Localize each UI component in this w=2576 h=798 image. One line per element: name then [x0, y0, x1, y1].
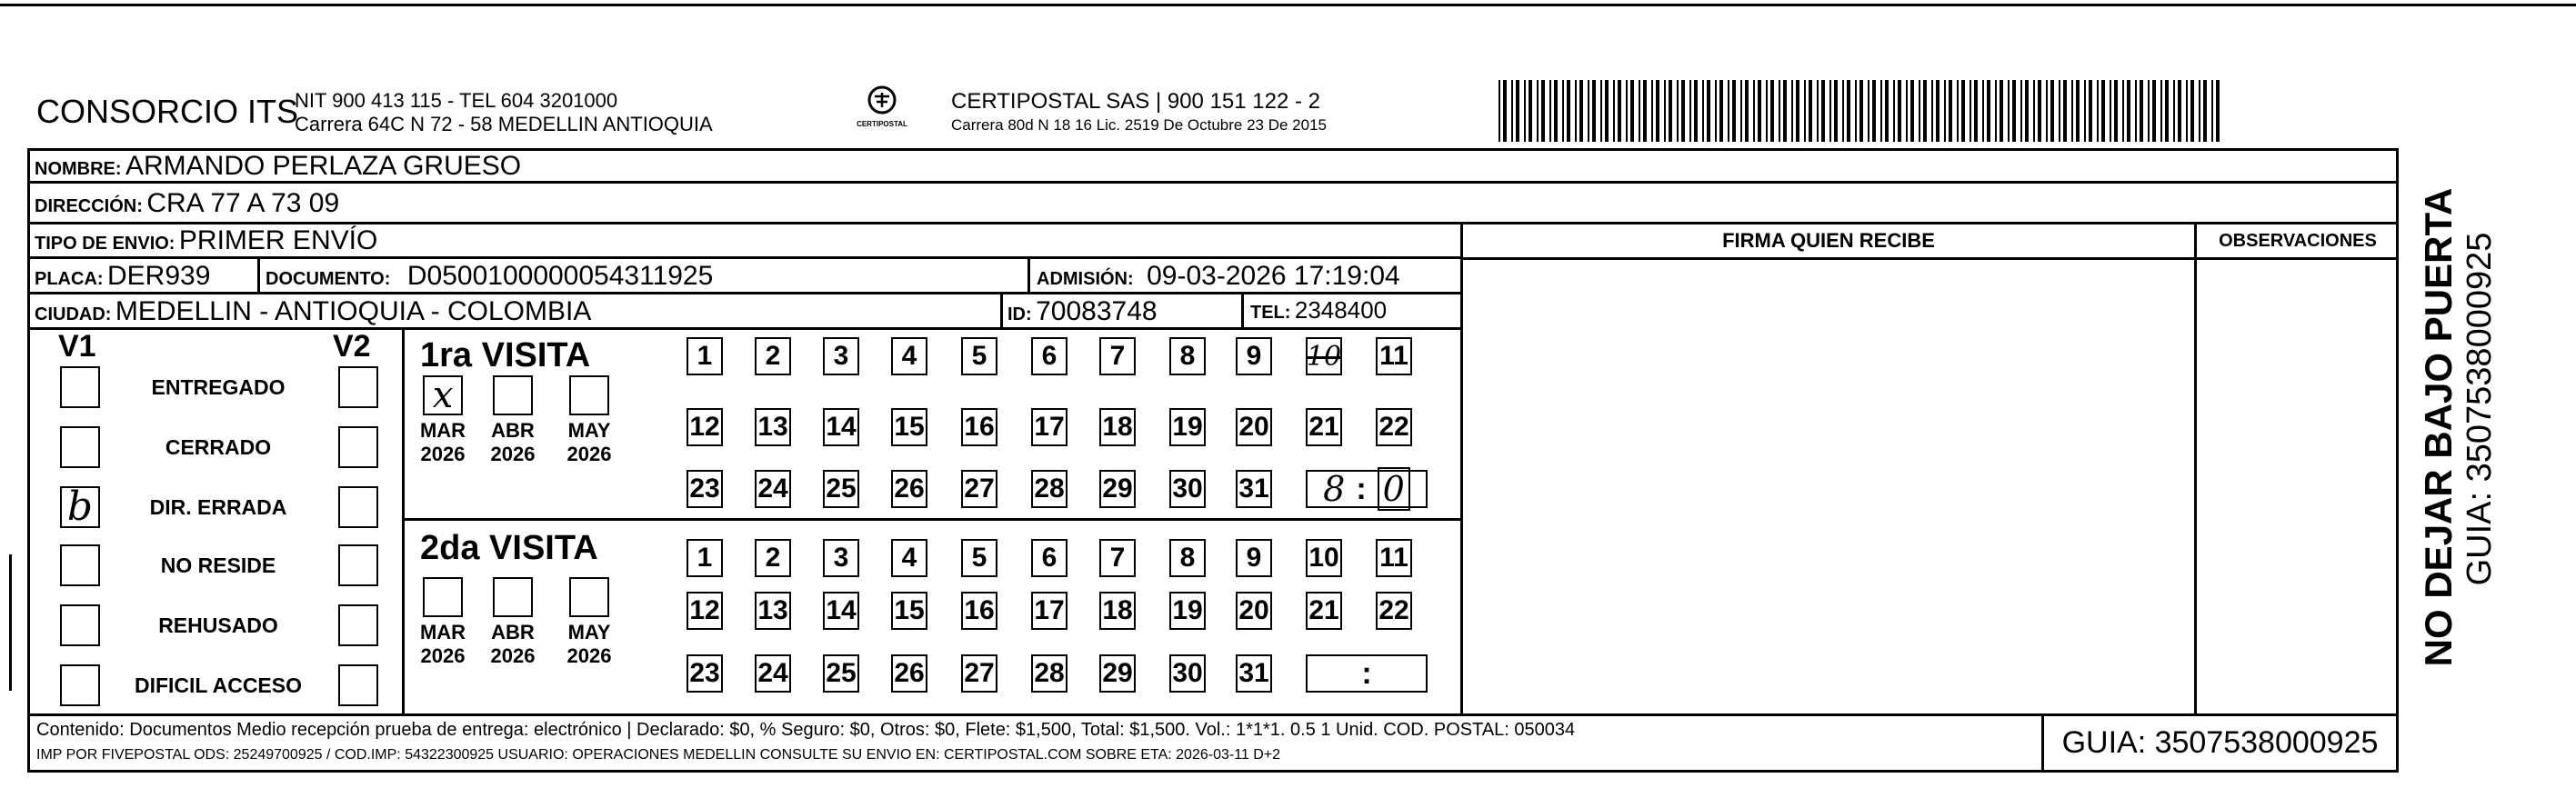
visit2-year-label: 2026 [490, 644, 536, 667]
visit2-day-box[interactable]: 17 [1031, 592, 1067, 630]
tel-value: 2348400 [1294, 296, 1388, 324]
visit1-day-box[interactable]: 23 [687, 470, 723, 508]
visit2-year-label: 2026 [566, 644, 612, 667]
visit1-day-box[interactable]: 29 [1099, 470, 1136, 508]
row-divider [27, 327, 1462, 330]
status-option-label: REHUSADO [158, 613, 278, 637]
visit2-day-box[interactable]: 24 [755, 654, 791, 693]
visit1-month-label: ABR [491, 419, 535, 442]
visit2-day-box[interactable]: 23 [687, 654, 723, 693]
visit2-day-box[interactable]: 27 [961, 654, 997, 693]
time-separator: : [1356, 471, 1367, 506]
visit2-month-label: MAR [419, 621, 466, 643]
v1-checkbox[interactable] [60, 486, 100, 528]
logo-caption: CERTIPOSTAL [857, 120, 907, 128]
address-value: CRA 77 A 73 09 [146, 188, 340, 218]
footer-contents: Contenido: Documentos Medio recepción prueba de entrega: electrónico | Declarado: $0, % Seguro: $0, Otros: $0, Flete: $1,500, Total: $1,500. Vol.: 1*1*1. 0.5 1 Unid. COD. POSTAL: 050034 [36, 720, 1576, 740]
col-divider [402, 327, 405, 715]
admission-field [1037, 261, 1400, 292]
visit2-day-box[interactable]: 11 [1376, 539, 1412, 577]
status-option-label: DIFICIL ACCESO [134, 673, 302, 697]
visit1-month-label: MAY [567, 419, 611, 442]
visit2-day-box[interactable]: 12 [687, 592, 723, 630]
visit2-day-box[interactable]: 25 [823, 654, 859, 693]
visit1-day-box[interactable]: 19 [1169, 408, 1206, 446]
col-divider [1241, 292, 1244, 328]
visit1-day-box[interactable]: 2 [755, 337, 791, 375]
visit1-month-checkbox[interactable] [423, 375, 463, 415]
visit1-month-checkbox[interactable] [569, 375, 609, 415]
col-divider [257, 256, 260, 293]
admission-value: 09-03-2026 17:19:04 [1147, 261, 1400, 291]
visit1-day-box[interactable]: 21 [1306, 408, 1342, 446]
side-text-block [2410, 173, 2573, 691]
visit2-title: 2da VISITA [420, 529, 598, 567]
company-address: Carrera 64C N 72 - 58 MEDELLIN ANTIOQUIA [295, 113, 713, 135]
visit2-day-box[interactable]: 16 [961, 592, 997, 630]
v1-checkbox[interactable] [60, 426, 100, 468]
visit2-day-box[interactable]: 28 [1031, 654, 1067, 693]
visit2-day-box[interactable]: 3 [823, 539, 859, 577]
status-option-label: DIR. ERRADA [149, 495, 287, 519]
visit1-day-box[interactable]: 30 [1169, 470, 1206, 508]
row-divider [27, 292, 1462, 294]
visit1-day-box[interactable]: 5 [961, 337, 997, 375]
visit2-day-box[interactable]: 1 [687, 539, 723, 577]
visit2-day-box[interactable]: 6 [1031, 539, 1067, 577]
visit1-day-box[interactable]: 7 [1099, 337, 1136, 375]
name-value: ARMANDO PERLAZA GRUESO [125, 151, 522, 181]
visit2-time-box[interactable] [1306, 654, 1428, 693]
plate-field [35, 261, 210, 292]
v2-checkbox[interactable] [338, 366, 378, 408]
v2-checkbox[interactable] [338, 664, 378, 706]
status-option-label: ENTREGADO [151, 375, 286, 399]
handwritten-mark: x [432, 374, 454, 416]
visit2-day-box[interactable]: 20 [1236, 592, 1272, 630]
name-label: NOMBRE: [35, 159, 122, 179]
visit1-day-box[interactable]: 4 [891, 337, 927, 375]
col-divider [2194, 222, 2197, 715]
visit2-day-box[interactable]: 18 [1099, 592, 1136, 630]
visit1-month-label: MAR [419, 419, 466, 442]
footer-guia: GUIA: 3507538000925 [2061, 725, 2379, 760]
visit2-month-checkbox[interactable] [423, 577, 463, 617]
visit1-day-box[interactable]: 27 [961, 470, 997, 508]
visit1-day-box[interactable]: 22 [1376, 408, 1412, 446]
visit1-day-box[interactable]: 1 [687, 337, 723, 375]
city-label: CIUDAD: [35, 304, 112, 324]
city-field [35, 296, 591, 327]
visit2-day-box[interactable]: 19 [1169, 592, 1206, 630]
col-divider [1460, 222, 1463, 715]
visit1-day-box[interactable]: 9 [1236, 337, 1272, 375]
visit2-month-checkbox[interactable] [493, 577, 533, 617]
observations-header: OBSERVACIONES [2219, 230, 2377, 251]
visit1-day-box[interactable]: 17 [1031, 408, 1067, 446]
v2-checkbox[interactable] [338, 544, 378, 586]
visit2-day-box[interactable]: 21 [1306, 592, 1342, 630]
visit1-day-box[interactable]: 18 [1099, 408, 1136, 446]
visit2-month-checkbox[interactable] [569, 577, 609, 617]
visit1-day-box[interactable]: 8 [1169, 337, 1206, 375]
document-field [266, 261, 713, 292]
ship-type-value: PRIMER ENVÍO [178, 225, 378, 255]
visit1-day-box[interactable]: 26 [891, 470, 927, 508]
plate-label: PLACA: [35, 269, 104, 289]
visit1-month-checkbox[interactable] [493, 375, 533, 415]
v1-checkbox[interactable] [60, 544, 100, 586]
visit2-day-box[interactable]: 2 [755, 539, 791, 577]
top-edge-line [0, 4, 2576, 6]
city-value: MEDELLIN - ANTIOQUIA - COLOMBIA [115, 296, 592, 326]
visit2-day-box[interactable]: 10 [1306, 539, 1342, 577]
side-warning: NO DEJAR BAJO PUERTA [2417, 187, 2460, 667]
admission-label: ADMISIÓN: [1037, 269, 1134, 289]
v2-checkbox[interactable] [338, 426, 378, 468]
visit1-year-label: 2026 [490, 443, 536, 465]
visit1-day-box[interactable]: 6 [1031, 337, 1067, 375]
id-field [1007, 296, 1158, 327]
v1-checkbox[interactable] [60, 366, 100, 408]
visit1-time-box[interactable] [1306, 470, 1428, 508]
document-label: DOCUMENTO: [266, 269, 391, 289]
visit2-month-label: MAY [567, 621, 611, 643]
company-nit: NIT 900 413 115 - TEL 604 3201000 [295, 89, 618, 112]
visit2-day-box[interactable]: 31 [1236, 654, 1272, 693]
footer-print-info: IMP POR FIVEPOSTAL ODS: 25249700925 / COD.IMP: 54322300925 USUARIO: OPERACIONES MEDELLIN CONSULTE SU ENVIO EN: CERTIPOSTAL.COM SOBRE ETA: 2026-03-11 D+2 [36, 747, 1281, 763]
visit2-year-label: 2026 [420, 644, 466, 667]
v1-header: V1 [58, 329, 96, 364]
courier-address: Carrera 80d N 18 16 Lic. 2519 De Octubre 23 De 2015 [951, 116, 1327, 134]
visit1-day-box[interactable]: 20 [1236, 408, 1272, 446]
visit2-day-box[interactable]: 14 [823, 592, 859, 630]
signature-area[interactable] [1466, 261, 2191, 712]
row-divider [1460, 257, 2399, 260]
id-label: ID: [1007, 304, 1032, 324]
time-separator: : [1361, 655, 1372, 691]
visit2-month-label: ABR [491, 621, 535, 643]
signature-header: FIRMA QUIEN RECIBE [1722, 229, 1935, 252]
visit2-day-box[interactable]: 7 [1099, 539, 1136, 577]
visit1-day-box[interactable]: 10 [1306, 337, 1342, 375]
v1-checkbox[interactable] [60, 604, 100, 646]
visit1-day-box[interactable]: 28 [1031, 470, 1067, 508]
row-divider [27, 256, 1462, 259]
visit2-day-box[interactable]: 8 [1169, 539, 1206, 577]
visit1-title: 1ra VISITA [420, 336, 591, 374]
certipostal-logo [855, 84, 909, 135]
visit1-year-label: 2026 [420, 443, 466, 465]
handwritten-mark: b [66, 484, 94, 530]
visit1-day-box[interactable]: 24 [755, 470, 791, 508]
v2-header: V2 [333, 329, 371, 364]
visit1-day-box[interactable]: 14 [823, 408, 859, 446]
visit2-day-box[interactable]: 5 [961, 539, 997, 577]
visit1-day-box[interactable]: 11 [1376, 337, 1412, 375]
time-hour: 8 [1323, 469, 1346, 509]
visit1-day-box[interactable]: 12 [687, 408, 723, 446]
ship-type-label: TIPO DE ENVIO: [35, 234, 175, 254]
visit2-day-box[interactable]: 26 [891, 654, 927, 693]
status-option-label: CERRADO [165, 435, 272, 459]
visit1-day-box[interactable]: 15 [891, 408, 927, 446]
col-divider [402, 518, 1462, 521]
name-row [35, 151, 521, 182]
status-option-label: NO RESIDE [160, 554, 276, 577]
ship-type-row [35, 225, 377, 256]
visit2-day-box[interactable]: 4 [891, 539, 927, 577]
visit2-day-box[interactable]: 9 [1236, 539, 1272, 577]
visit1-year-label: 2026 [566, 443, 612, 465]
plate-value: DER939 [107, 261, 211, 291]
visit1-day-box[interactable]: 13 [755, 408, 791, 446]
visit1-day-box[interactable]: 31 [1236, 470, 1272, 508]
visit1-day-box[interactable]: 25 [823, 470, 859, 508]
col-divider [1027, 256, 1030, 293]
left-edge-mark [9, 554, 12, 691]
visit1-day-box[interactable]: 3 [823, 337, 859, 375]
time-minute: 0 [1378, 467, 1410, 511]
address-label: DIRECCIÓN: [35, 196, 143, 216]
visit2-day-box[interactable]: 13 [755, 592, 791, 630]
v2-checkbox[interactable] [338, 604, 378, 646]
document-value: D0500100000054311925 [406, 261, 714, 291]
address-row [35, 188, 339, 219]
v2-checkbox[interactable] [338, 486, 378, 528]
visit2-day-box[interactable]: 30 [1169, 654, 1206, 693]
observations-area[interactable] [2200, 261, 2396, 712]
id-value: 70083748 [1036, 296, 1158, 326]
tel-label: TEL: [1250, 303, 1291, 323]
visit2-day-box[interactable]: 15 [891, 592, 927, 630]
visit2-day-box[interactable]: 22 [1376, 592, 1412, 630]
v1-checkbox[interactable] [60, 664, 100, 706]
visit1-day-box[interactable]: 16 [961, 408, 997, 446]
col-divider [1000, 292, 1003, 328]
courier-name: CERTIPOSTAL SAS | 900 151 122 - 2 [951, 89, 1320, 114]
barcode [1498, 80, 2226, 142]
side-guia: GUIA: 3507538000925 [2461, 232, 2499, 586]
tel-field [1250, 296, 1387, 324]
visit2-day-box[interactable]: 29 [1099, 654, 1136, 693]
company-name: CONSORCIO ITS [36, 93, 299, 130]
